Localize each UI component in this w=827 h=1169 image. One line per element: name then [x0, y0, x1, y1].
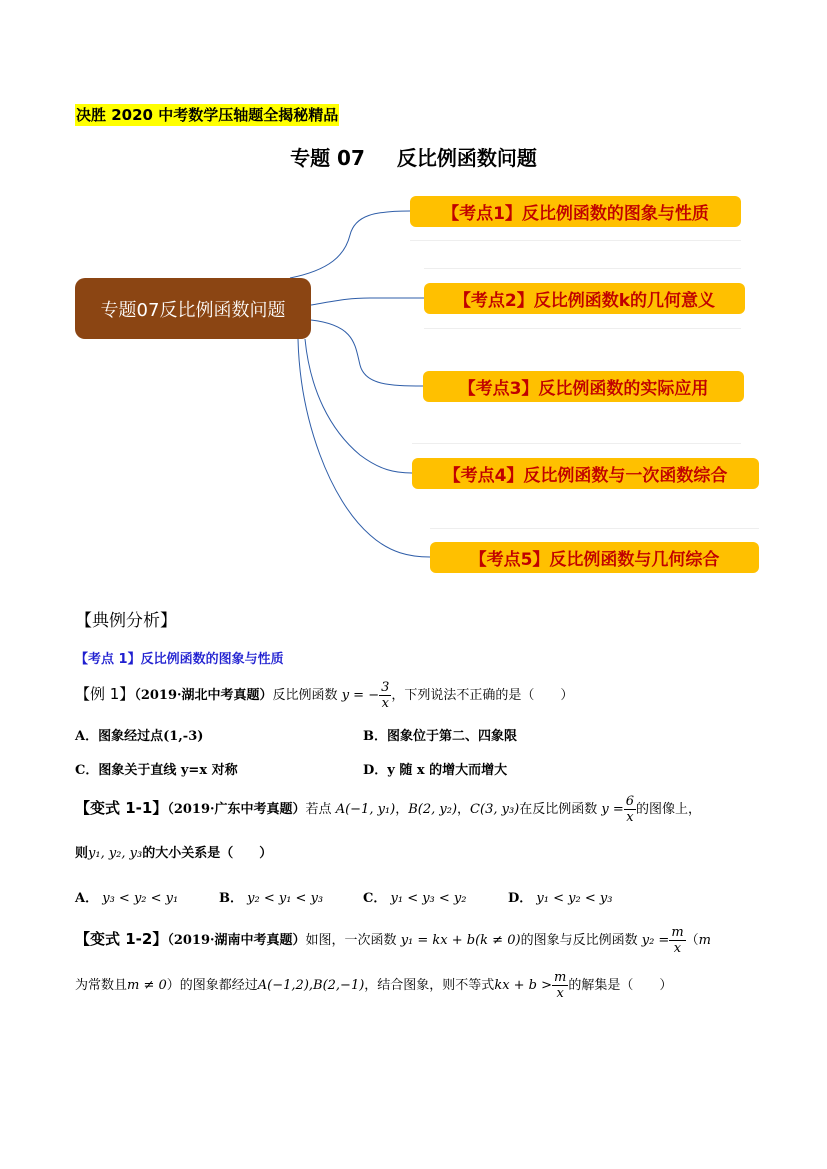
- variant-1-2-text-a: 如图，一次函数: [305, 933, 397, 948]
- variant-1-2-num: m: [671, 925, 684, 940]
- variant-1-2-points: A(−1,2),B(2,−1): [257, 978, 365, 993]
- variant-1-1-option-a: [75, 887, 178, 906]
- section-heading: 【典例分析】: [75, 611, 177, 631]
- variant-1-2-text-b: 的图象与反比例函数: [520, 933, 638, 948]
- example-1-text-a: 反比例函数: [272, 688, 338, 703]
- variant-1-2-m: m: [698, 933, 711, 948]
- variant-1-1-option-c: [363, 887, 466, 906]
- variant-1-2-source: （2019·湖南中考真题）: [167, 933, 306, 948]
- mindmap-center-node: 专题07反比例函数问题: [75, 278, 311, 339]
- variant-1-2-line2-c: ，结合图象，则不等式: [364, 978, 495, 993]
- kaodian-1-label: 【考点 1】反比例函数的图象与性质: [75, 652, 284, 667]
- variant-1-1-point-c: C(3, y₃): [470, 802, 520, 817]
- example-1-tag: 【例 1】: [75, 685, 135, 703]
- connector-5: [298, 339, 430, 557]
- header-highlight: 决胜 2020 中考数学压轴题全揭秘精品: [76, 106, 339, 124]
- separator: ，: [457, 802, 471, 817]
- option-label: A．: [75, 891, 99, 906]
- example-1-fraction: [379, 680, 391, 711]
- variant-1-2-tag: 【变式 1-2】: [75, 930, 168, 948]
- example-1-num: 3: [381, 680, 390, 695]
- connector-3: [311, 320, 423, 386]
- variant-1-2-cond: m ≠ 0: [127, 978, 167, 993]
- example-1-den: x: [381, 696, 389, 711]
- connector-1: [290, 211, 410, 278]
- example-1-source: （2019·湖北中考真题）: [134, 688, 273, 703]
- mindmap-branch-1: 【考点1】反比例函数的图象与性质: [410, 196, 741, 227]
- variant-1-1-den: x: [626, 810, 634, 825]
- variant-1-2-line-2: [75, 970, 672, 1001]
- option-label: B．: [219, 891, 243, 906]
- variant-1-1-point-b: B(2, y₂): [408, 802, 458, 817]
- option-value: y₁ < y₃ < y₂: [390, 891, 467, 906]
- variant-1-1-func: y =: [601, 802, 624, 817]
- variant-1-2-den: x: [673, 941, 682, 956]
- variant-1-1-text-c: 的图像上，: [636, 802, 702, 817]
- divider: [412, 443, 741, 444]
- variant-1-1-line2-a: 则: [75, 846, 89, 861]
- variant-1-1-text-a: 若点: [305, 802, 332, 817]
- variant-1-2-func2: y₂ =: [641, 933, 670, 948]
- example-1-text-b: ，下列说法不正确的是（ ）: [391, 688, 574, 703]
- variant-1-1-option-b: [219, 887, 323, 906]
- variant-1-1-option-d: [508, 887, 612, 906]
- variant-1-2-text-c: （: [685, 933, 699, 948]
- variant-1-2-line2-b: ）的图象都经过: [166, 978, 258, 993]
- example-1-option-d: D．y 随 x 的增大而增大: [363, 763, 508, 778]
- variant-1-2-fraction-2: [552, 970, 568, 1001]
- variant-1-1-num: 6: [625, 794, 635, 809]
- example-1-func: y = −: [341, 688, 380, 703]
- example-1-option-b: B．图象位于第二、四象限: [363, 729, 517, 744]
- option-value: y₁ < y₂ < y₃: [536, 891, 613, 906]
- option-value: y₂ < y₁ < y₃: [247, 891, 324, 906]
- variant-1-1-tag: 【变式 1-1】: [75, 799, 168, 817]
- option-value: y₃ < y₂ < y₁: [102, 891, 179, 906]
- example-1-question: [75, 680, 573, 711]
- variant-1-1-question: [75, 794, 701, 825]
- variant-1-2-ineq: kx + b >: [494, 978, 553, 993]
- variant-1-1-line2-b: 的大小关系是（ ）: [142, 846, 273, 861]
- variant-1-1-point-a: A(−1, y₁): [335, 802, 396, 817]
- divider: [410, 240, 741, 241]
- connector-2: [311, 298, 424, 305]
- variant-1-2-den2: x: [556, 986, 564, 1001]
- example-1-option-c: C．图象关于直线 y=x 对称: [75, 763, 238, 778]
- variant-1-2-question: [75, 925, 711, 956]
- option-label: C．: [363, 891, 387, 906]
- title-number: 专题 07: [290, 146, 365, 170]
- separator: ，: [395, 802, 409, 817]
- variant-1-1-line-2: [75, 842, 272, 861]
- variant-1-1-source: （2019·广东中考真题）: [167, 802, 306, 817]
- variant-1-2-fraction: [669, 925, 685, 956]
- title-text: 反比例函数问题: [396, 146, 537, 170]
- divider: [424, 328, 741, 329]
- option-label: D．: [508, 891, 533, 906]
- mindmap-branch-2: 【考点2】反比例函数k的几何意义: [424, 283, 745, 314]
- variant-1-2-func1: y₁ = kx + b(k ≠ 0): [400, 933, 521, 948]
- variant-1-1-text-b: 在反比例函数: [519, 802, 598, 817]
- mindmap-branch-5: 【考点5】反比例函数与几何综合: [430, 542, 759, 573]
- variant-1-1-vars: y₁, y₂, y₃: [88, 846, 143, 861]
- mindmap-branch-4: 【考点4】反比例函数与一次函数综合: [412, 458, 759, 489]
- example-1-option-a: A．图象经过点(1,-3): [75, 729, 204, 744]
- mindmap-branch-3: 【考点3】反比例函数的实际应用: [423, 371, 744, 402]
- divider: [430, 528, 759, 529]
- variant-1-2-line2-d: 的解集是（ ）: [568, 978, 673, 993]
- variant-1-2-line2-a: 为常数且: [75, 978, 128, 993]
- divider: [424, 268, 741, 269]
- variant-1-1-fraction: [624, 794, 636, 825]
- variant-1-2-num2: m: [554, 970, 567, 985]
